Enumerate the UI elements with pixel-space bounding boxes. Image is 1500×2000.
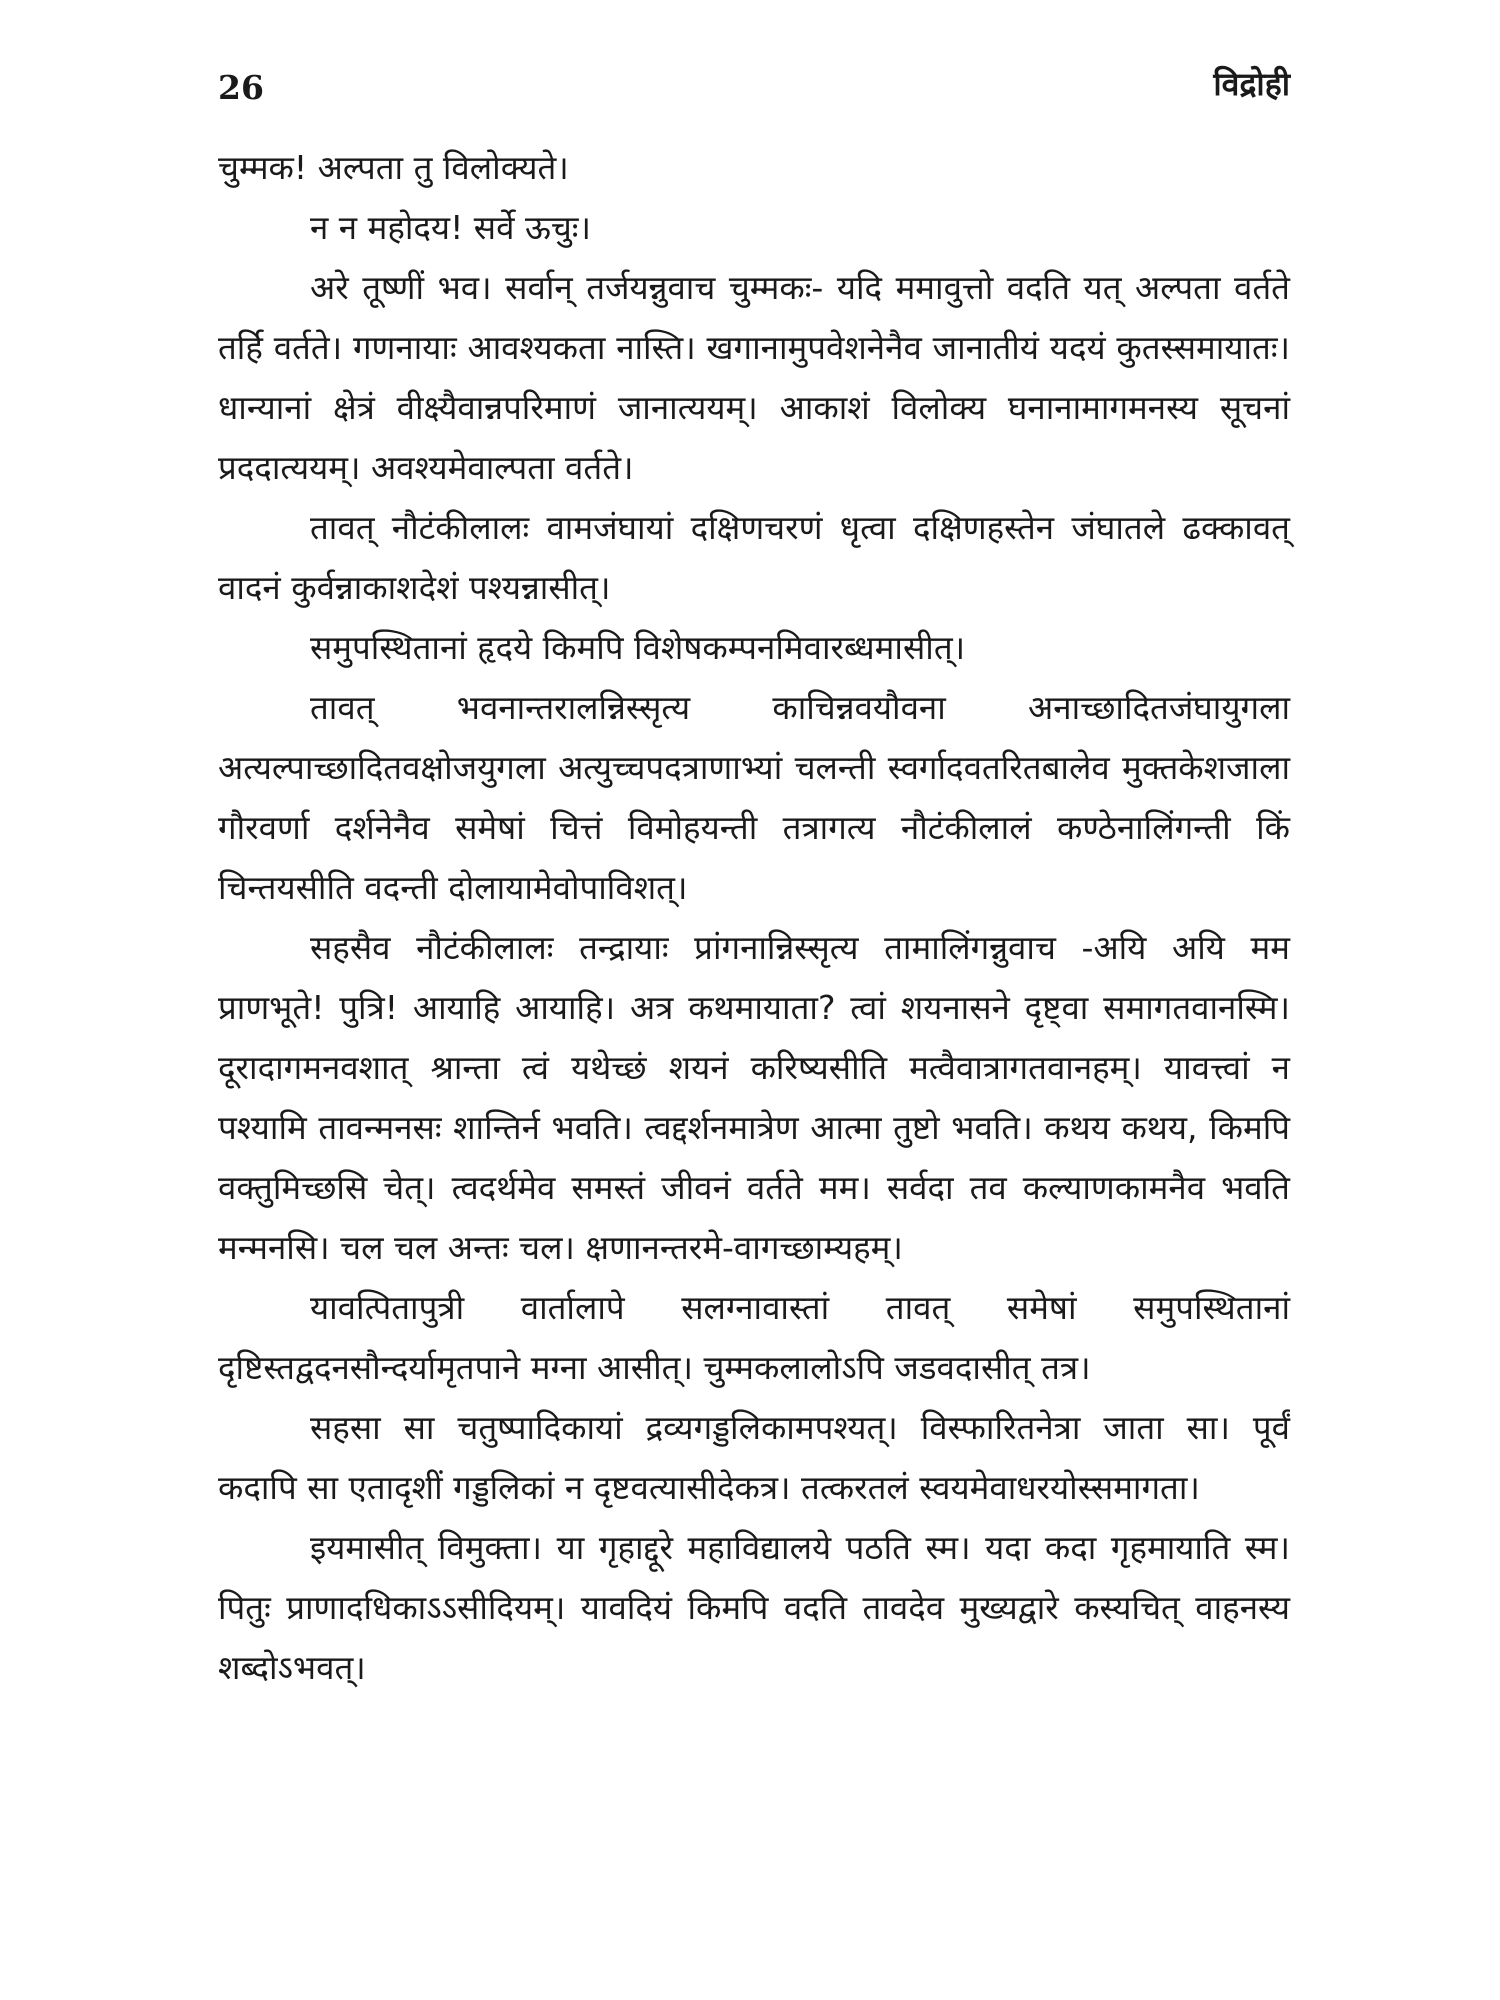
paragraph: तावत् नौटंकीलालः वामजंघायां दक्षिणचरणं धृत्वा दक्षिणहस्तेन जंघातले ढक्कावत् वादनं कुर्वन्नाकाशदेशं पश्यन्नासीत्। xyxy=(218,508,1290,607)
paragraph: चुम्मक! अल्पता तु विलोक्यते। xyxy=(218,148,569,187)
body-text xyxy=(218,138,1290,1698)
paragraph: इयमासीत् विमुक्ता। या गृहाद्दूरे महाविद्यालये पठति स्म। यदा कदा गृहमायाति स्म। पितुः प्राणादधिकाऽऽसीदियम्। यावदियं किमपि वदति तावदेव मुख्यद्वारे कस्यचित् वाहनस्य शब्दोऽभवत्। xyxy=(218,1528,1290,1687)
paragraph: सहसैव नौटंकीलालः तन्द्रायाः प्रांगनान्निस्सृत्य तामालिंगन्नुवाच -अयि अयि मम प्राणभूते! पुत्रि! आयाहि आयाहि। अत्र कथमायाता? त्वां शयनासने दृष्ट्वा समागतवानस्मि। दूरादागमनवशात् श्रान्ता त्वं यथेच्छं शयनं करिष्यसीति मत्वैवात्रागतवानहम्। यावत्त्वां न पश्यामि तावन्मनसः शान्तिर्न भवति। त्वद्दर्शनमात्रेण आत्मा तुष्टो भवति। कथय कथय, किमपि वक्तुमिच्छसि चेत्। त्वदर्थमेव समस्तं जीवनं वर्तते मम। सर्वदा तव कल्याणकामनैव भवति मन्मनसि। चल चल अन्तः चल। क्षणानन्तरमे-वागच्छाम्यहम्। xyxy=(218,928,1290,1267)
paragraph: तावत् भवनान्तरालन्निस्सृत्य काचिन्नवयौवना अनाच्छादितजंघायुगला अत्यल्पाच्छादितवक्षोजयुगला अत्युच्चपदत्राणाभ्यां चलन्ती स्वर्गादवतरितबालेव मुक्तकेशजाला गौरवर्णा दर्शनेनैव समेषां चित्तं विमोहयन्ती तत्रागत्य नौटंकीलालं कण्ठेनालिंगन्ती किं चिन्तयसीति वदन्ती दोलायामेवोपाविशत्। xyxy=(218,688,1290,907)
paragraph: समुपस्थितानां हृदये किमपि विशेषकम्पनमिवारब्धमासीत्। xyxy=(310,628,966,667)
page-number: 26 xyxy=(218,68,264,107)
paragraph: यावत्पितापुत्री वार्तालापे सलग्नावास्तां तावत् समेषां समुपस्थितानां दृष्टिस्तद्वदनसौन्दर्यामृतपाने मग्ना आसीत्। चुम्मकलालोऽपि जडवदासीत् तत्र। xyxy=(218,1288,1290,1387)
paragraph: न न महोदय! सर्वे ऊचुः। xyxy=(310,208,591,247)
paragraph: सहसा सा चतुष्पादिकायां द्रव्यगड्डलिकामपश्यत्। विस्फारितनेत्रा जाता सा। पूर्वं कदापि सा एतादृशीं गड्डलिकां न दृष्टवत्यासीदेकत्र। तत्करतलं स्वयमेवाधरयोस्समागता। xyxy=(218,1408,1290,1507)
paragraph: अरे तूष्णीं भव। सर्वान् तर्जयन्नुवाच चुम्मकः- यदि ममावुत्तो वदति यत् अल्पता वर्तते तर्हि वर्तते। गणनायाः आवश्यकता नास्ति। खगानामुपवेशनेनैव जानातीयं यदयं कुतस्समायातः। धान्यानां क्षेत्रं वीक्ष्यैवान्नपरिमाणं जानात्ययम्। आकाशं विलोक्य घनानामागमनस्य सूचनां प्रददात्ययम्। अवश्यमेवाल्पता वर्तते। xyxy=(218,268,1290,487)
page-header xyxy=(218,62,1290,118)
running-title: विद्रोही xyxy=(1213,65,1290,103)
